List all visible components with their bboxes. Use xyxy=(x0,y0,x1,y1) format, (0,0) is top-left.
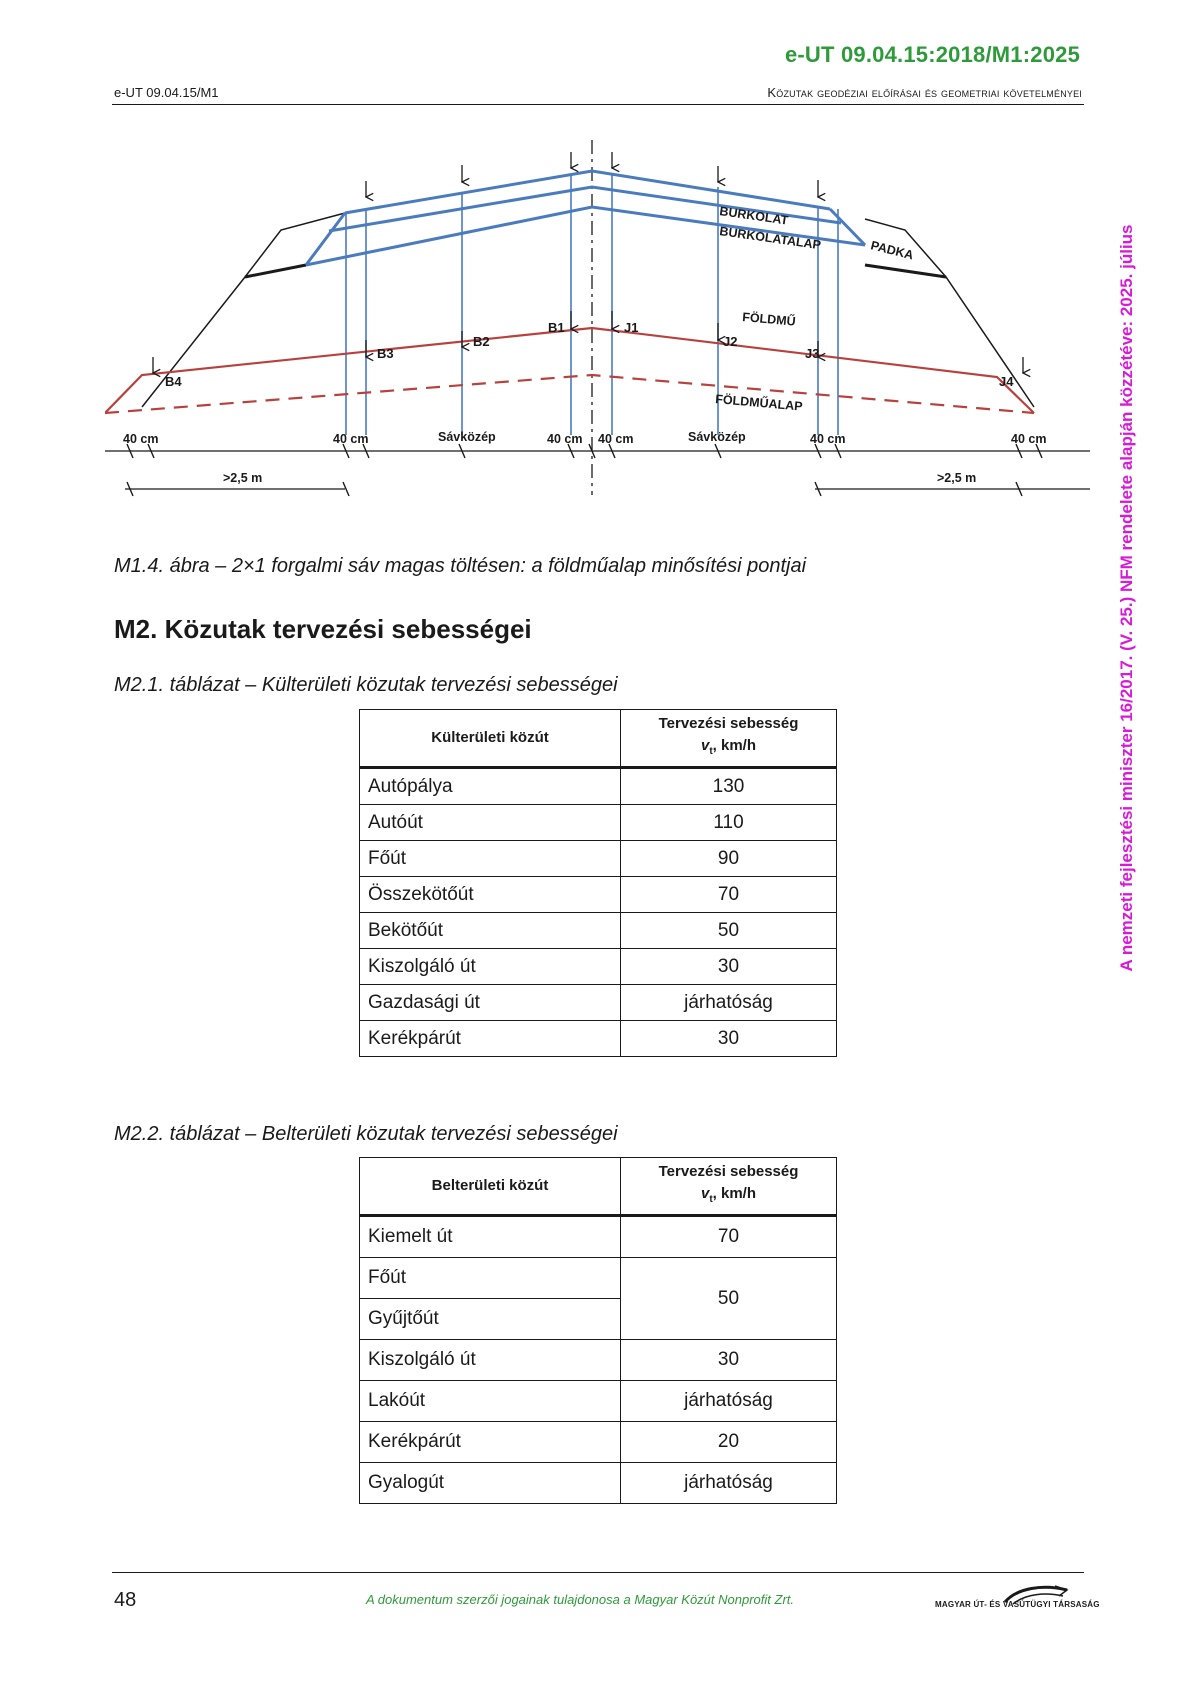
design-speed: járhatóság xyxy=(621,1463,837,1504)
table-row xyxy=(360,1340,837,1381)
table1-header-speed xyxy=(621,710,837,768)
dim-savkozep-2: Sávközép xyxy=(688,430,746,444)
design-speed: járhatóság xyxy=(621,1381,837,1422)
table-row xyxy=(360,1463,837,1504)
table1-header-speed-line1: Tervezési sebesség xyxy=(658,715,799,732)
measurement-arrows xyxy=(153,152,1023,373)
side-note: A nemzeti fejlesztési miniszter 16/2017. (V. 25.) NFM rendelete alapján közzétéve: 2025. július xyxy=(1117,224,1136,972)
embankment-outline xyxy=(142,213,1034,407)
table-row xyxy=(360,805,837,841)
label-padka: PADKA xyxy=(869,238,915,263)
point-b3: B3 xyxy=(377,346,394,361)
road-type: Gyalogút xyxy=(360,1463,621,1504)
table-row xyxy=(360,768,837,805)
table1-header-road: Külterületi közút xyxy=(360,710,621,768)
design-speed: 30 xyxy=(621,1021,837,1057)
dim-savkozep-1: Sávközép xyxy=(438,430,496,444)
table2-header-sub: t xyxy=(709,1194,713,1205)
dim-min-right: >2,5 m xyxy=(937,471,977,485)
table1-caption: M2.1. táblázat – Külterületi közutak tervezési sebességei xyxy=(114,674,618,696)
table-row xyxy=(360,1422,837,1463)
road-type: Kiszolgáló út xyxy=(360,949,621,985)
road-type: Bekötőút xyxy=(360,913,621,949)
road-type: Kiszolgáló út xyxy=(360,1340,621,1381)
road-type: Összekötőút xyxy=(360,877,621,913)
table2-header-road: Belterületi közút xyxy=(360,1158,621,1216)
header-left: e-UT 09.04.15/M1 xyxy=(114,85,219,100)
table-row xyxy=(360,949,837,985)
table-row xyxy=(360,913,837,949)
logo-text: MAGYAR ÚT- ÉS VASÚTÜGYI TÁRSASÁG xyxy=(935,1600,1100,1609)
road-type: Főút xyxy=(360,841,621,877)
rural-speed-table xyxy=(359,709,837,1057)
section-title: M2. Közutak tervezési sebességei xyxy=(114,614,532,644)
design-speed: 90 xyxy=(621,841,837,877)
table2-header-speed xyxy=(621,1158,837,1216)
header-right: Közutak geodéziai előírásai és geometriai követelményei xyxy=(767,85,1082,100)
table-row xyxy=(360,877,837,913)
cross-section-diagram xyxy=(105,135,1090,535)
label-foldmu: FÖLDMŰ xyxy=(741,310,797,329)
design-speed: 130 xyxy=(621,768,837,805)
dim-min-left: >2,5 m xyxy=(223,471,263,485)
dim-40cm-2: 40 cm xyxy=(333,432,369,446)
foldmualap-dashed xyxy=(105,375,1034,413)
label-burkolatalap: BURKOLATALAP xyxy=(718,224,822,253)
label-burkolat: BURKOLAT xyxy=(718,204,790,228)
design-speed: 50 xyxy=(621,1258,837,1340)
design-speed: 20 xyxy=(621,1422,837,1463)
design-speed: 30 xyxy=(621,949,837,985)
dimension-lines xyxy=(105,444,1090,496)
dim-40cm-4: 40 cm xyxy=(598,432,634,446)
point-j4: J4 xyxy=(999,374,1014,389)
road-type: Kiemelt út xyxy=(360,1216,621,1258)
point-b1: B1 xyxy=(548,320,565,335)
dim-40cm-5: 40 cm xyxy=(810,432,846,446)
table2-header-symbol: v xyxy=(700,1185,710,1202)
table-row xyxy=(360,1258,837,1299)
point-b2: B2 xyxy=(473,334,490,349)
road-type: Autópálya xyxy=(360,768,621,805)
table2-header-unit: , km/h xyxy=(712,1185,757,1202)
point-b4: B4 xyxy=(165,374,182,389)
urban-speed-table xyxy=(359,1157,837,1504)
footer-copyright: A dokumentum szerzői jogainak tulajdonosa a Magyar Közút Nonprofit Zrt. xyxy=(365,1592,794,1607)
footer-rule xyxy=(112,1572,1084,1573)
table1-header-unit: , km/h xyxy=(712,737,757,754)
table1-header-sub: t xyxy=(709,746,713,757)
pavement-layers xyxy=(306,171,865,435)
design-speed: 110 xyxy=(621,805,837,841)
design-speed: 70 xyxy=(621,877,837,913)
table2-caption: M2.2. táblázat – Belterületi közutak tervezési sebességei xyxy=(114,1123,618,1145)
label-foldmualap: FÖLDMŰALAP xyxy=(714,392,804,414)
table-row xyxy=(360,1216,837,1258)
design-speed: 30 xyxy=(621,1340,837,1381)
design-speed: 50 xyxy=(621,913,837,949)
table-row xyxy=(360,1381,837,1422)
header-rule xyxy=(112,104,1084,105)
point-j2: J2 xyxy=(723,334,738,349)
table-row xyxy=(360,1021,837,1057)
road-type: Autóút xyxy=(360,805,621,841)
table-row xyxy=(360,841,837,877)
road-type: Kerékpárút xyxy=(360,1021,621,1057)
road-type: Lakóút xyxy=(360,1381,621,1422)
document-code: e-UT 09.04.15:2018/M1:2025 xyxy=(784,42,1080,67)
subgrade xyxy=(105,328,1034,413)
road-type: Gazdasági út xyxy=(360,985,621,1021)
figure-caption: M1.4. ábra – 2×1 forgalmi sáv magas töltésen: a földműalap minősítési pontjai xyxy=(114,555,807,577)
dim-40cm-6: 40 cm xyxy=(1011,432,1047,446)
road-type: Főút xyxy=(360,1258,621,1299)
table-row xyxy=(360,985,837,1021)
dim-40cm-3: 40 cm xyxy=(547,432,583,446)
point-j1: J1 xyxy=(624,320,639,335)
point-j3: J3 xyxy=(805,346,820,361)
table2-header-speed-line1: Tervezési sebesség xyxy=(658,1163,799,1180)
table1-header-symbol: v xyxy=(700,737,710,754)
society-logo-icon xyxy=(935,1580,1100,1616)
road-type: Gyűjtőút xyxy=(360,1299,621,1340)
design-speed: 70 xyxy=(621,1216,837,1258)
design-speed: járhatóság xyxy=(621,985,837,1021)
dim-40cm-1: 40 cm xyxy=(123,432,159,446)
page-number: 48 xyxy=(114,1589,137,1611)
road-type: Kerékpárút xyxy=(360,1422,621,1463)
